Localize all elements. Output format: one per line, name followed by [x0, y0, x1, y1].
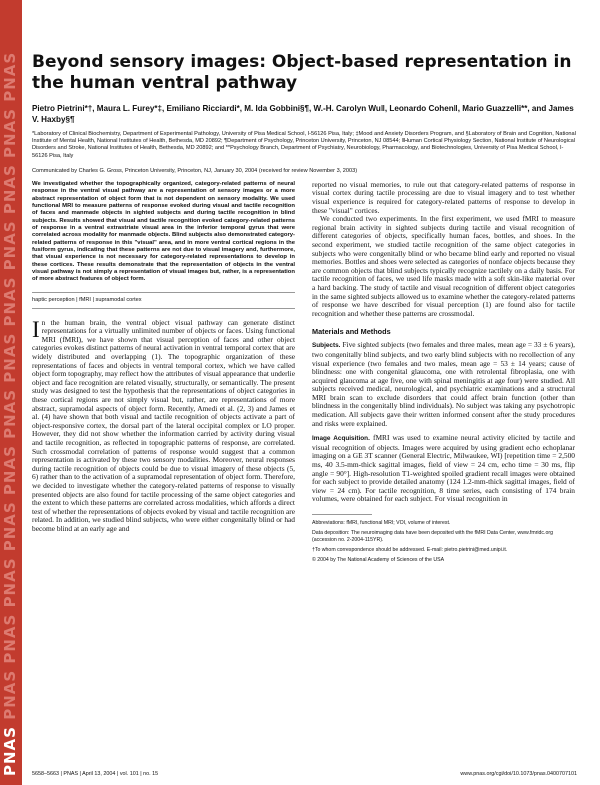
right-column	[312, 181, 575, 567]
intro-text: n the human brain, the ventral object visual pathway can generate distinct representations for a virtually unlimited number of objects or faces. Using functional MRI (fMRI), we have shown that visual perception of faces and other object categories evokes distinct patterns of neural activation in ventral temporal cortex that are widely distributed and overlapping (1). The topographic organization of these representations of faces and objects in ventral temporal cortex, which we have called object form topography, may reflect how the attributes of visual appearance that underlie object and face recognition are related visually, structurally, or semantically. The present study was designed to test the hypothesis that the representations of object categories in these cortical regions are not simply visual but, rather, are representations of more abstract, supramodal aspects of object form. Recently, Amedi et al. (2, 3) and James et al. (4) have shown that both visual and tactile recognition of objects activate a part of object-responsive cortex, the dorsal part of the lateral occipital complex or LO proper. However, they did not show whether the information carried by activity during visual and tactile recognition, as reflected in topographic patterns of response, are correlated. Such crossmodal correlation of patterns of response would suggest that a common representation is activated by these two sensory modalities. Moreover, neural responses during tactile recognition of objects could be due to visual imagery of these objects (5, 6) rather than to the activation of a supramodal representation of object form. Therefore, we decided to investigate whether the category-related patterns of response to visually presented objects are also found for tactile processing of the same object categories and the extent to which these patterns are correlated across modalities, which affords a direct test of whether the representations of objects evoked by visual and tactile recognition are related. In addition, we studied blind subjects, who were either congenitally blind or had become blind at an early age and	[32, 317, 295, 533]
footnote-copyright: © 2004 by The National Academy of Sciences of the USA	[312, 557, 445, 563]
authors: Pietro Pietrini*†, Maura L. Furey*‡, Emiliano Ricciardi*, M. Ida Gobbini§¶, W.-H. Carolyn Wu‖, Leonardo Cohen‖, Mario Guazzelli**, and James V. Haxby§¶	[32, 104, 574, 124]
image-acquisition-label: Image Acquisition.	[312, 435, 370, 443]
methods-heading: Materials and Methods	[312, 327, 391, 337]
article	[32, 52, 577, 563]
pnas-sidebar	[0, 0, 22, 785]
experiments-paragraph: We conducted two experiments. In the first experiment, we used fMRI to measure regional brain activity in sighted subjects during tactile and visual recognition of different categories of objects, specifically human faces, bottles, and shoes. In the second experiment, we studied tactile recognition of the same object categories in subjects who were congenitally blind or who became blind early and reported no visual memories. Bottles and shoes were selected as categories of nonface objects because they are common objects that blind subjects typically recognize tactilely on a daily basis. For tactile recognition of faces, we used life masks made with a soft skin-like material over a hard backing. The study of tactile and visual recognition of different object categories in the same sighted subjects allowed us to examine whether the category-related patterns of response we have described for visual perception (1) are found also for tactile recognition and whether these patterns are crossmodal.	[312, 214, 575, 318]
left-column	[32, 181, 295, 534]
drop-cap: I	[32, 316, 40, 342]
divider	[32, 308, 295, 309]
communicated-line: Communicated by Charles G. Gross, Princeton University, Princeton, NJ, January 30, 2004 (received for review November 3, 2003)	[32, 167, 358, 174]
pnas-watermark-highlight: PNAS	[1, 726, 19, 776]
footnote-abbreviations: Abbreviations: fMRI, functional MRI; VOI, volume of interest.	[312, 520, 451, 526]
subjects-paragraph	[312, 341, 575, 428]
intro-paragraph	[32, 316, 295, 534]
intro-continued: reported no visual memories, to rule out that category-related patterns of response in visual cortex during tactile processing are due to visual imagery and to test whether visual experience is required for category-related patterns of response to develop in these "visual" cortices.	[312, 179, 575, 215]
footer-citation: 5658–5663 | PNAS | April 13, 2004 | vol. 101 | no. 15	[32, 771, 159, 777]
keywords: haptic perception | fMRI | supramodal cortex	[32, 292, 295, 303]
image-acquisition-paragraph	[312, 434, 575, 504]
pnas-watermark	[1, 6, 21, 776]
subjects-label: Subjects.	[312, 342, 341, 350]
pnas-watermark-text: PNAS PNAS PNAS PNAS PNAS PNAS PNAS PNAS PNAS PNAS PNAS PNAS	[1, 51, 19, 720]
affiliations: *Laboratory of Clinical Biochemistry, Department of Experimental Pathology, University of Pisa Medical School, I-56126 Pisa, Italy; ‡Mood and Anxiety Disorders Program, and §Laboratory of Brain and Cognition, National Institute of Mental Health, National Institutes of Health, Bethesda, MD 20892; ¶Department of Psychology, Princeton University, Princeton, NJ 08544; ‖Human Cortical Physiology Section, National Institute of Neurological Disorders and Stroke, National Institutes of Health, Bethesda, MD 20892; and **Psychology Branch, Department of Psychiatry, Neurobiology, Pharmacology, and Biotechnologies, University of Pisa Medical School, I-56126 Pisa, Italy	[32, 131, 576, 159]
subjects-text: Five sighted subjects (two females and three males, mean age = 33 ± 6 years), two congenitally blind subjects, and two early blind subjects with no recollection of any visual experience (two females and two males, mean age = 53 ± 14 years; cause of blindness: one with congenital glaucoma, one with retrolental fibroplasia, one with acquired glaucoma at age five, one with spinal meningitis at age four) were studied. All subjects received medical, neurological, and psychiatric examinations and a structural MRI brain scan to exclude disorders that could affect brain function (other than blindness in the congenitally blind individuals). No subject was taking any psychotropic medication. All subjects gave their written informed consent after the study procedures and risks were explained.	[312, 340, 575, 428]
abstract: We investigated whether the topographically organized, category-related patterns of neural response in the ventral visual pathway are a representation of sensory images or a more abstract representation of object form that is not dependent on sensory modality. We used functional MRI to measure patterns of response evoked during visual and tactile recognition of faces and manmade objects in sighted subjects and during tactile recognition in blind subjects. Results showed that visual and tactile recognition evoked category-related patterns of response in a ventral extrastriate visual area in the inferior temporal gyrus that were correlated across modality for manmade objects. Blind subjects also demonstrated category-related patterns of response in this "visual" area, and in more ventral cortical regions in the fusiform gyrus, indicating that these patterns are not due to visual imagery and, furthermore, that visual experience is not necessary for category-related representations to develop in these cortices. These results demonstrate that the representation of objects in the ventral visual pathway is not simply a representation of visual images but, rather, is a representation of more abstract features of object form.	[32, 180, 295, 283]
footnote-correspondence: †To whom correspondence should be addressed. E-mail: pietro.pietrini@med.unipi.it.	[312, 547, 508, 553]
footer-doi-link[interactable]: www.pnas.org/cgi/doi/10.1073/pnas.0400707101	[460, 771, 577, 777]
paper-title: Beyond sensory images: Object-based representation in the human ventral pathway	[32, 52, 572, 93]
page-footer	[32, 771, 577, 780]
image-acquisition-text: fMRI was used to examine neural activity elicited by tactile and visual recognition of objects. Images were acquired by using gradient echo echoplanar imaging on a GE 3T scanner (General Electric, Milwaukee, WI) [repetition time = 2,500 ms, 40 3.5-mm-thick sagittal images, field of view = 24 cm, echo time = 30 ms, flip angle = 90°]. High-resolution T1-weighted spoiled gradient recall images were obtained for each subject to provide detailed anatomy (124 1.2-mm-thick sagittal images, field of view = 24 cm). For tactile recognition, 8 time series, each consisting of 174 brain volumes, were obtained for each subject. For visual recognition in	[312, 433, 575, 504]
footnote-divider	[312, 514, 372, 515]
footnote-data-deposition: Data deposition: The neuroimaging data have been deposited with the fMRI Data Center, www.fmridc.org (accession no. 2-2004-115YR).	[312, 530, 553, 543]
